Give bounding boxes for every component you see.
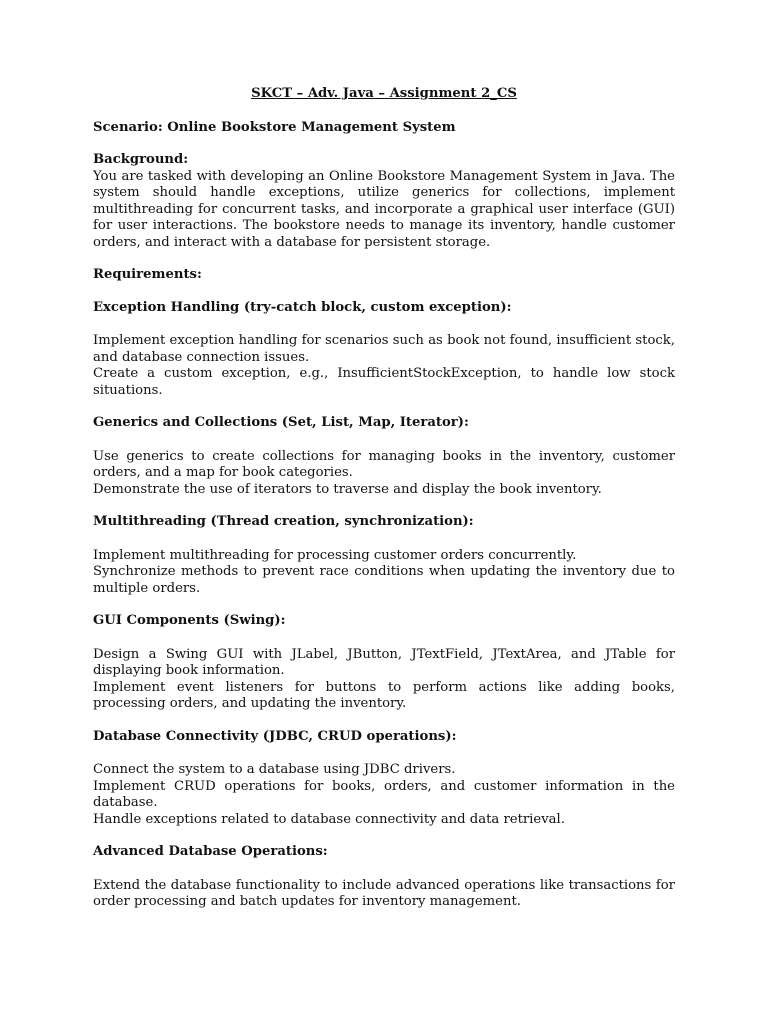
section-line: Connect the system to a database using JDBC drivers. — [93, 762, 456, 777]
section-line: Handle exceptions related to database connectivity and data retrieval. — [93, 811, 565, 827]
section-body-multithreading — [93, 548, 675, 598]
document-title: SKCT – Adv. Java – Assignment 2_CS — [251, 86, 517, 101]
section-line: Use generics to create collections for managing books in the inventory, customer orders, and a map for book categories. — [93, 448, 675, 480]
section-body-exception-handling — [93, 333, 675, 399]
section-line: Demonstrate the use of iterators to traverse and display the book inventory. — [93, 481, 602, 497]
scenario-heading: Scenario: Online Bookstore Management System — [93, 119, 456, 135]
section-line: Implement CRUD operations for books, orders, and customer information in the database. — [93, 778, 675, 810]
section-heading-generics-collections: Generics and Collections (Set, List, Map, Iterator): — [93, 415, 469, 430]
section-line: Extend the database functionality to include advanced operations like transactions for order processing and batch updates for inventory management. — [93, 877, 675, 909]
section-line: Implement event listeners for buttons to perform actions like adding books, processing orders, and updating the inventory. — [93, 679, 675, 711]
section-line: Create a custom exception, e.g., InsufficientStockException, to handle low stock situations. — [93, 366, 675, 398]
section-heading-database-connectivity: Database Connectivity (JDBC, CRUD operations): — [93, 728, 457, 744]
section-line: Implement multithreading for processing customer orders concurrently. — [93, 547, 577, 563]
requirements-label: Requirements: — [93, 267, 202, 282]
section-heading-advanced-database: Advanced Database Operations: — [93, 844, 328, 859]
section-heading-exception-handling: Exception Handling (try-catch block, custom exception): — [93, 299, 512, 315]
section-body-advanced-database — [93, 878, 675, 911]
section-line: Synchronize methods to prevent race conditions when updating the inventory due to multiple orders. — [93, 564, 675, 596]
section-body-database-connectivity — [93, 762, 675, 828]
background-label: Background: — [93, 152, 189, 167]
document-page — [93, 86, 675, 927]
section-line: Implement exception handling for scenarios such as book not found, insufficient stock, and database connection issues. — [93, 333, 675, 365]
section-body-gui-components — [93, 647, 675, 713]
background-text: You are tasked with developing an Online Bookstore Management System in Java. The system should handle exceptions, utilize generics for collections, implement multithreading for concurrent tasks, and incorporate a graphical user interface (GUI) for user interactions. The bookstore needs to manage its inventory, handle customer orders, and interact with a database for persistent storage. — [93, 168, 675, 250]
section-line: Design a Swing GUI with JLabel, JButton, JTextField, JTextArea, and JTable for displaying book information. — [93, 646, 675, 678]
section-body-generics-collections — [93, 449, 675, 499]
section-heading-multithreading: Multithreading (Thread creation, synchronization): — [93, 514, 474, 529]
section-heading-gui-components: GUI Components (Swing): — [93, 613, 286, 628]
